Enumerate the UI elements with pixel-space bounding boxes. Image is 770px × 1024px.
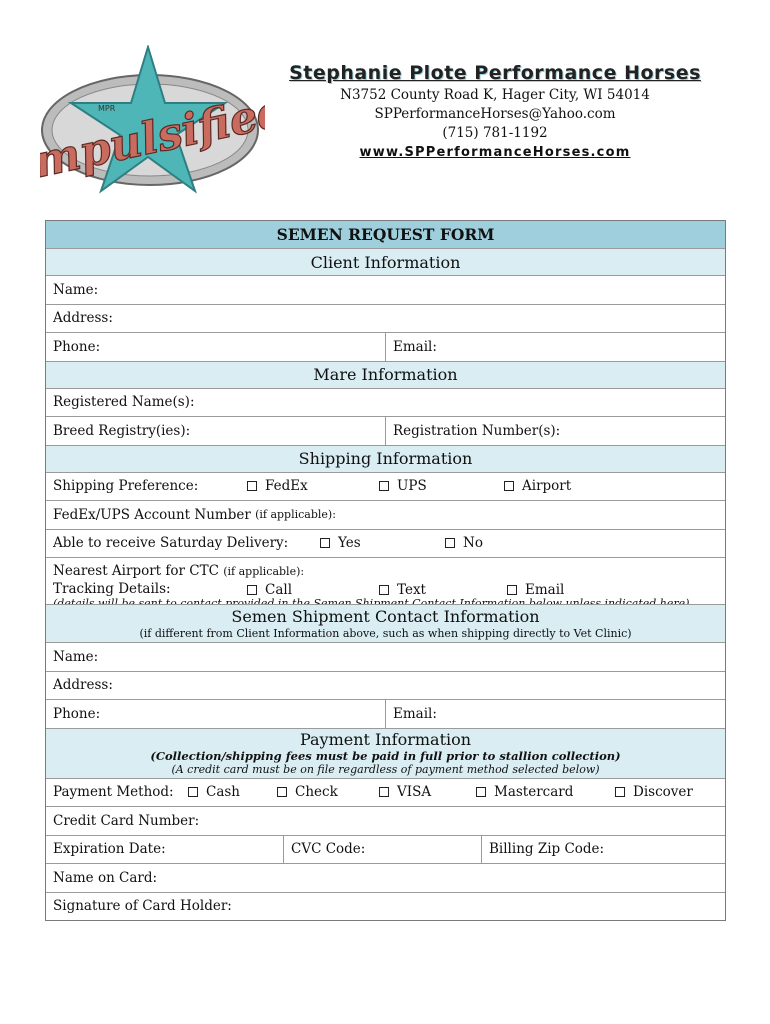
checkbox-icon — [188, 787, 198, 797]
company-header — [270, 62, 720, 160]
tracking-label: Tracking Details: — [53, 581, 171, 597]
saturday-yes-checkbox[interactable] — [320, 535, 361, 551]
airport-checkbox[interactable] — [504, 478, 571, 494]
company-website-link[interactable]: www.SPPerformanceHorses.com — [359, 145, 631, 160]
mare-registered-name-field[interactable] — [46, 388, 725, 417]
registration-number-label: Registration Number(s): — [393, 422, 561, 439]
contact-phone-field[interactable] — [46, 700, 385, 728]
fedex-checkbox[interactable] — [247, 478, 308, 494]
tracking-email-checkbox[interactable] — [507, 582, 564, 598]
checkbox-icon — [379, 585, 389, 595]
saturday-delivery-label: Able to receive Saturday Delivery: — [53, 535, 289, 552]
account-number-note: (if applicable): — [255, 508, 336, 522]
checkbox-icon — [247, 481, 257, 491]
card-details-row — [46, 835, 725, 864]
registration-number-field[interactable] — [385, 417, 725, 445]
client-address-label: Address: — [53, 310, 113, 327]
signature-label: Signature of Card Holder: — [53, 898, 232, 915]
company-phone: (715) 781-1192 — [442, 125, 548, 141]
account-number-field[interactable] — [46, 500, 725, 529]
client-name-label: Name: — [53, 281, 99, 298]
logo-script-text: Impulsified — [40, 84, 265, 193]
payment-method-label: Payment Method: — [53, 784, 174, 801]
payment-visa-checkbox[interactable] — [379, 784, 431, 800]
mare-registry-row — [46, 416, 725, 445]
card-number-label: Credit Card Number: — [53, 812, 200, 829]
account-number-label: FedEx/UPS Account Number — [53, 506, 251, 523]
tracking-call-label: Call — [265, 581, 293, 598]
company-name: Stephanie Plote Performance Horses — [289, 62, 701, 84]
cvc-code-label: CVC Code: — [291, 841, 366, 858]
payment-mastercard-checkbox[interactable] — [476, 784, 573, 800]
payment-visa-label: VISA — [397, 784, 432, 801]
saturday-no-checkbox[interactable] — [445, 535, 483, 551]
form-title: SEMEN REQUEST FORM — [46, 221, 725, 248]
client-address-field[interactable] — [46, 304, 725, 333]
payment-mastercard-label: Mastercard — [494, 784, 574, 801]
mare-section-heading: Mare Information — [46, 361, 725, 388]
tracking-email-label: Email — [525, 581, 565, 598]
signature-field[interactable] — [46, 892, 725, 921]
client-email-label: Email: — [393, 338, 437, 355]
checkbox-icon — [277, 787, 287, 797]
cvc-code-field[interactable] — [283, 836, 481, 864]
contact-email-field[interactable] — [385, 700, 725, 728]
contact-heading-text: Semen Shipment Contact Information — [231, 607, 540, 626]
shipping-preference-label: Shipping Preference: — [53, 478, 199, 495]
expiration-date-label: Expiration Date: — [53, 841, 166, 858]
checkbox-icon — [507, 585, 517, 595]
semen-request-form — [45, 220, 726, 921]
company-address: N3752 County Road K, Hager City, WI 54014 — [340, 87, 650, 103]
breed-registry-label: Breed Registry(ies): — [53, 422, 191, 439]
payment-heading-text: Payment Information — [299, 729, 472, 749]
checkbox-icon — [247, 585, 257, 595]
checkbox-icon — [615, 787, 625, 797]
contact-subheading: (if different from Client Information above, such as when shipping directly to Vet Clinic) — [139, 627, 632, 640]
contact-address-label: Address: — [53, 677, 113, 694]
payment-cash-checkbox[interactable] — [188, 784, 240, 800]
contact-contact-row — [46, 699, 725, 728]
payment-check-label: Check — [295, 784, 338, 801]
mare-registered-label: Registered Name(s): — [53, 394, 195, 411]
breed-registry-field[interactable] — [46, 417, 385, 445]
payment-cash-label: Cash — [206, 784, 241, 801]
company-email[interactable]: SPPerformanceHorses@Yahoo.com — [374, 106, 616, 122]
logo-small-text: MPR — [98, 104, 116, 113]
expiration-date-field[interactable] — [46, 836, 283, 864]
card-number-field[interactable] — [46, 806, 725, 835]
payment-method-row — [46, 778, 725, 807]
payment-note-1: (Collection/shipping fees must be paid in full prior to stallion collection) — [150, 748, 621, 763]
airport-tracking-block — [46, 557, 725, 604]
client-name-field[interactable] — [46, 275, 725, 304]
checkbox-icon — [379, 787, 389, 797]
tracking-text-checkbox[interactable] — [379, 582, 426, 598]
payment-check-checkbox[interactable] — [277, 784, 338, 800]
payment-section-heading — [46, 728, 725, 778]
billing-zip-field[interactable] — [481, 836, 725, 864]
contact-section-heading — [46, 604, 725, 642]
checkbox-icon — [504, 481, 514, 491]
tracking-text-label: Text — [397, 581, 426, 598]
checkbox-icon — [445, 538, 455, 548]
nearest-airport-label: Nearest Airport for CTC — [53, 563, 219, 579]
payment-discover-checkbox[interactable] — [615, 784, 693, 800]
client-phone-field[interactable] — [46, 333, 385, 361]
saturday-delivery-row — [46, 529, 725, 558]
contact-name-label: Name: — [53, 648, 99, 665]
nearest-airport-note: (if applicable): — [223, 565, 305, 578]
contact-phone-label: Phone: — [53, 705, 101, 722]
client-email-field[interactable] — [385, 333, 725, 361]
name-on-card-label: Name on Card: — [53, 869, 158, 886]
client-phone-label: Phone: — [53, 338, 101, 355]
logo-graphic — [40, 45, 265, 195]
payment-note-2: (A credit card must be on file regardless of payment method selected below) — [171, 762, 600, 776]
saturday-no-label: No — [463, 535, 483, 552]
payment-discover-label: Discover — [633, 784, 693, 801]
name-on-card-field[interactable] — [46, 863, 725, 892]
logo — [40, 45, 265, 195]
shipping-preference-row — [46, 472, 725, 501]
checkbox-icon — [379, 481, 389, 491]
tracking-row — [53, 581, 725, 598]
nearest-airport-field[interactable] — [53, 563, 725, 579]
ups-label: UPS — [397, 478, 427, 495]
saturday-yes-label: Yes — [338, 535, 361, 552]
ups-checkbox[interactable] — [379, 478, 427, 494]
checkbox-icon — [476, 787, 486, 797]
contact-email-label: Email: — [393, 705, 437, 722]
shipping-section-heading: Shipping Information — [46, 445, 725, 472]
client-contact-row — [46, 332, 725, 361]
checkbox-icon — [320, 538, 330, 548]
airport-label: Airport — [522, 478, 572, 495]
billing-zip-label: Billing Zip Code: — [489, 841, 605, 858]
contact-name-field[interactable] — [46, 642, 725, 671]
tracking-call-checkbox[interactable] — [247, 582, 292, 598]
client-section-heading: Client Information — [46, 248, 725, 275]
fedex-label: FedEx — [265, 478, 308, 495]
contact-address-field[interactable] — [46, 671, 725, 700]
